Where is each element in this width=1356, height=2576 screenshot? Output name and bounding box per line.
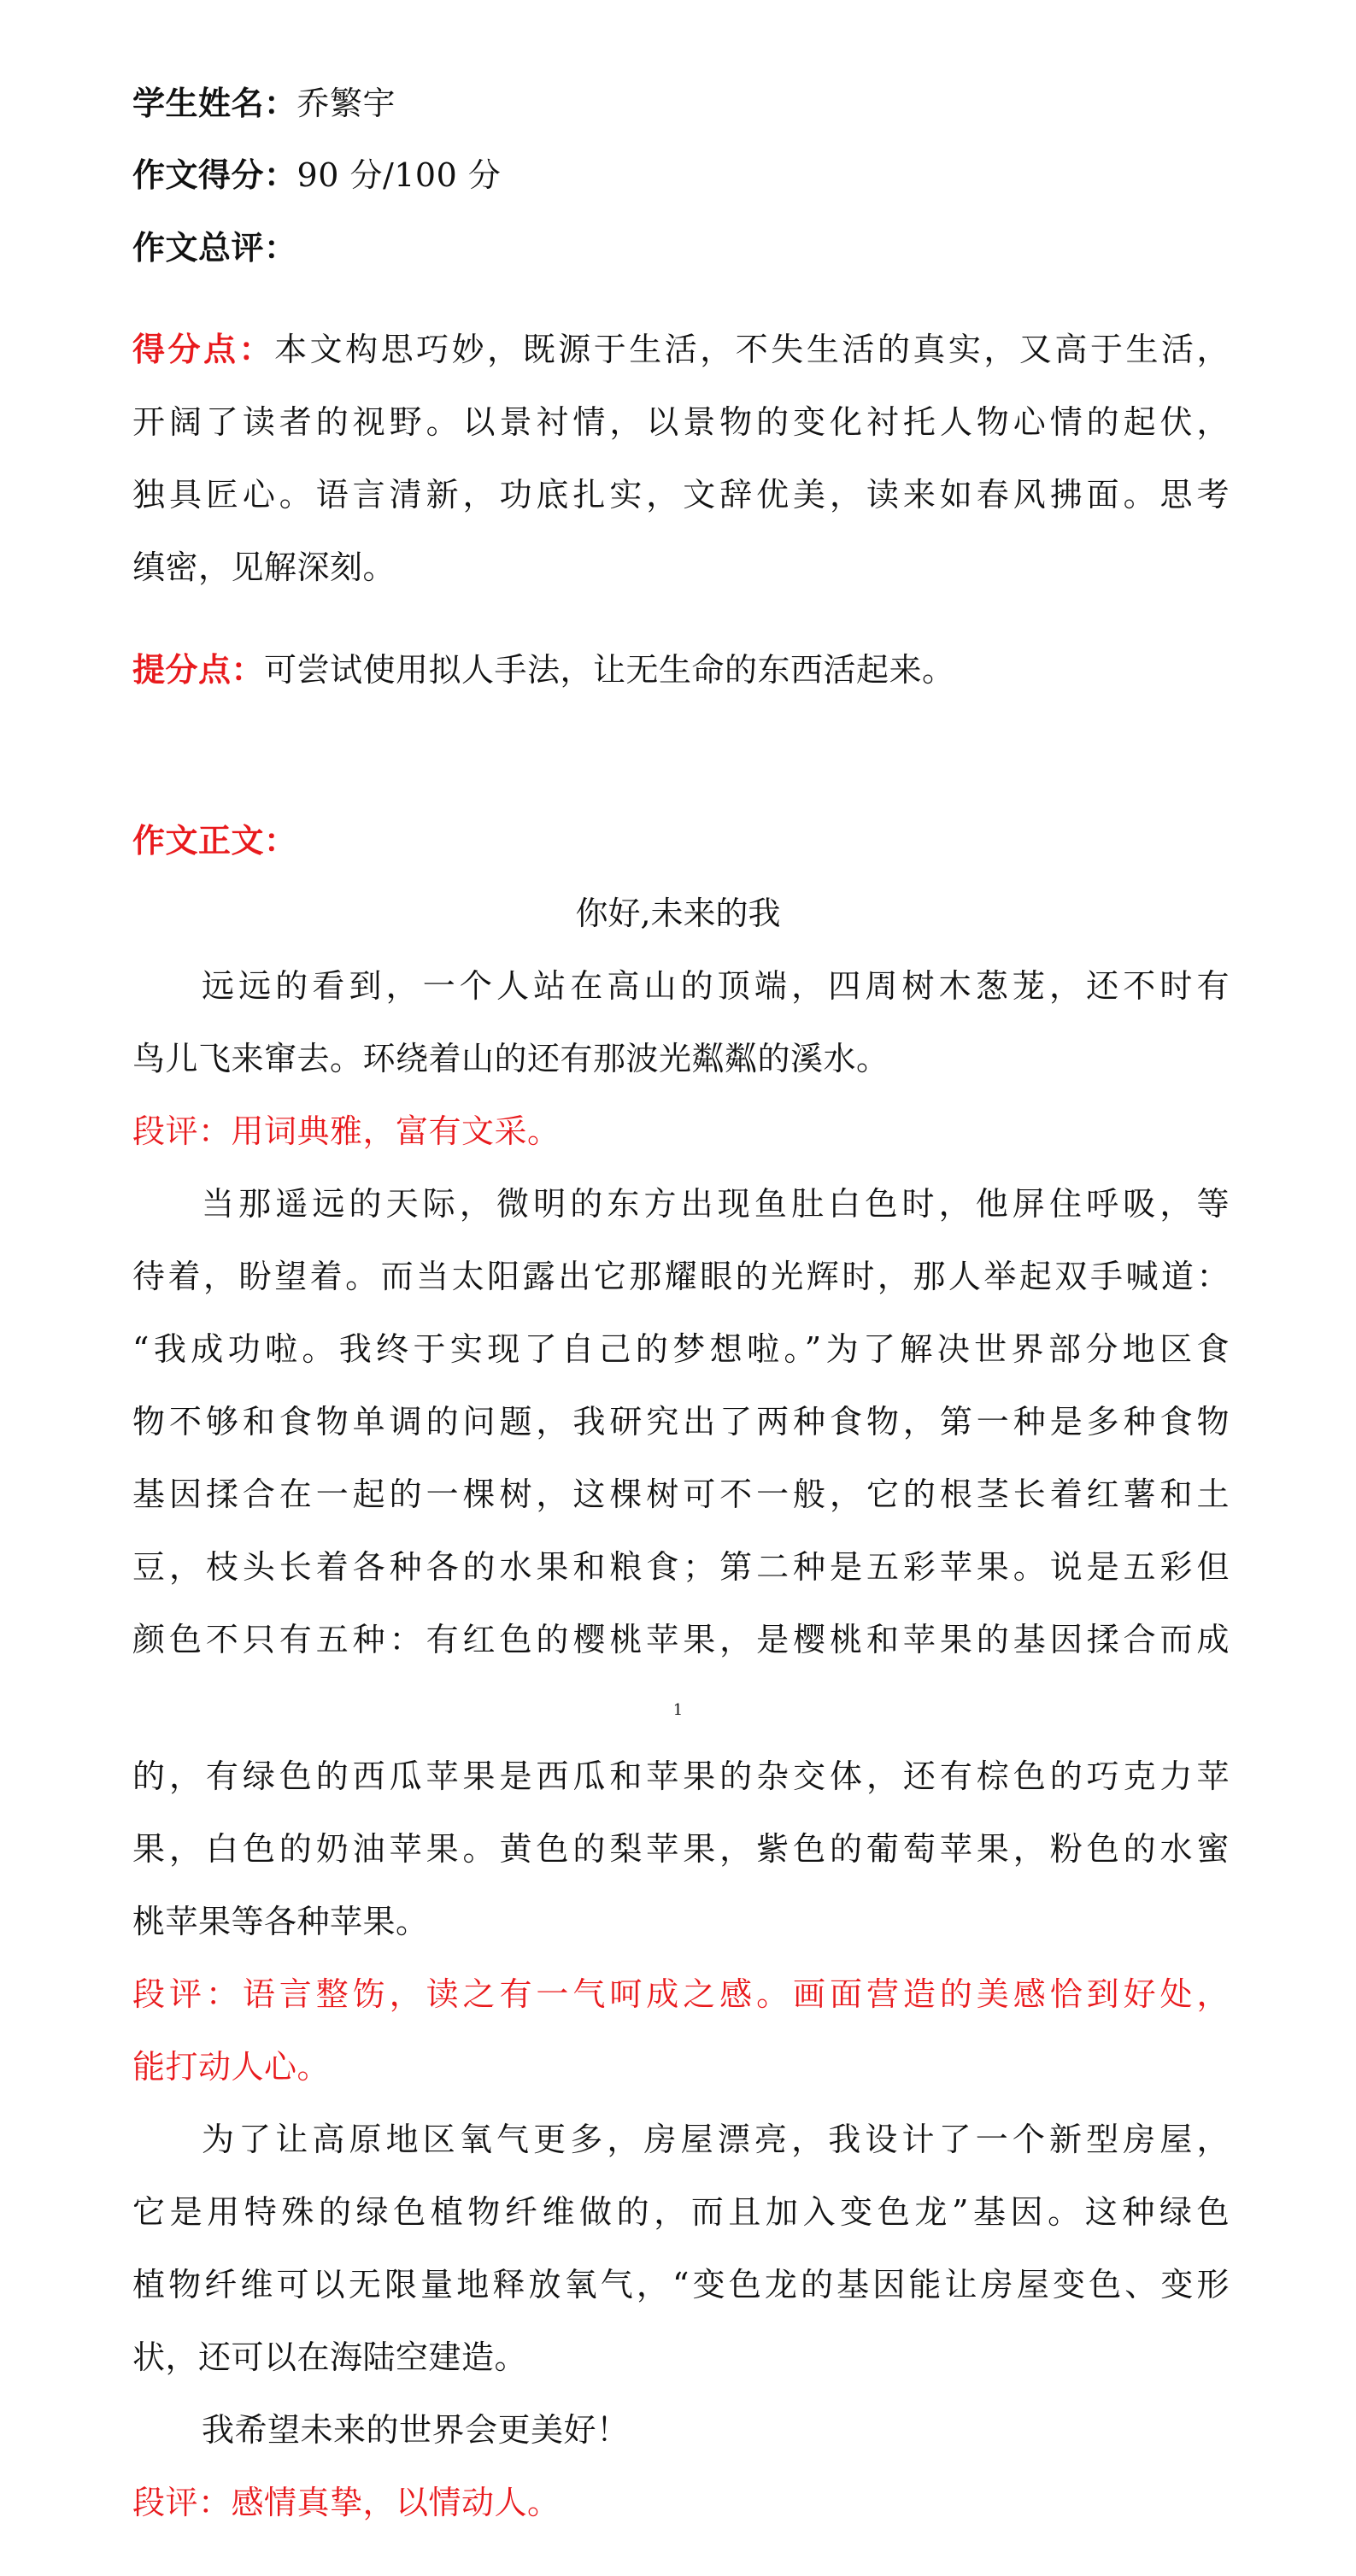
paragraph-line: “我成功啦。我终于实现了自己的梦想啦。”为了解决世界部分地区食 bbox=[132, 1330, 1230, 1368]
score-value: 90 分/100 分 bbox=[296, 156, 502, 194]
paragraph-comment: 能打动人心。 bbox=[132, 2048, 331, 2086]
student-name-row bbox=[132, 83, 396, 124]
score-label: 作文得分： bbox=[132, 155, 297, 194]
paragraph-line: 远远的看到，一个人站在高山的顶端，四周树木葱茏，还不时有 bbox=[202, 967, 1230, 1005]
strength-line bbox=[132, 547, 396, 588]
overall-review-label bbox=[132, 227, 297, 268]
page-number: 1 bbox=[672, 1701, 684, 1719]
paragraph-line: 当那遥远的天际，微明的东方出现鱼肚白色时，他屏住呼吸，等 bbox=[202, 1185, 1230, 1223]
paragraph-line: 为了让高原地区氧气更多，房屋漂亮，我设计了一个新型房屋， bbox=[202, 2121, 1230, 2158]
paragraph-line: 我希望未来的世界会更美好！ bbox=[202, 2411, 630, 2449]
paragraph-comment: 段评：感情真挚，以情动人。 bbox=[132, 2484, 561, 2521]
paragraph-line: 的，有绿色的西瓜苹果是西瓜和苹果的杂交体，还有棕色的巧克力苹 bbox=[132, 1757, 1230, 1795]
paragraph-line: 物不够和食物单调的问题，我研究出了两种食物，第一种是多种食物 bbox=[132, 1403, 1230, 1441]
strength-text-1: 本文构思巧妙，既源于生活，不失生活的真实，又高于生活， bbox=[274, 331, 1230, 368]
paragraph-line: 基因揉合在一起的一棵树，这棵树可不一般，它的根茎长着红薯和土 bbox=[132, 1476, 1230, 1513]
strength-label: 得分点： bbox=[132, 330, 275, 368]
student-name-label: 学生姓名： bbox=[132, 84, 297, 122]
essay-section-label bbox=[132, 820, 297, 861]
strength-line bbox=[132, 402, 1230, 443]
paragraph-comment: 段评：语言整饬，读之有一气呵成之感。画面营造的美感恰到好处， bbox=[132, 1975, 1230, 2013]
overall-review-label-text: 作文总评： bbox=[132, 228, 297, 267]
paragraph-line: 颜色不只有五种：有红色的樱桃苹果，是樱桃和苹果的基因揉合而成 bbox=[132, 1621, 1230, 1658]
essay-title: 你好,未来的我 bbox=[575, 895, 781, 932]
improve-text: 可尝试使用拟人手法，让无生命的东西活起来。 bbox=[264, 651, 955, 689]
paragraph-line: 待着，盼望着。而当太阳露出它那耀眼的光辉时，那人举起双手喊道： bbox=[132, 1258, 1230, 1295]
strength-line bbox=[132, 474, 1230, 515]
paragraph-line: 桃苹果等各种苹果。 bbox=[132, 1903, 429, 1940]
paragraph-line: 状，还可以在海陆空建造。 bbox=[132, 2338, 528, 2376]
strength-text-3: 独具匠心。语言清新，功底扎实，文辞优美，读来如春风拂面。思考 bbox=[132, 476, 1230, 513]
student-name-value: 乔繁宇 bbox=[296, 85, 396, 122]
essay-section-label-text: 作文正文： bbox=[132, 821, 297, 860]
paragraph-comment: 段评：用词典雅，富有文采。 bbox=[132, 1112, 561, 1150]
score-row bbox=[132, 155, 501, 196]
improve-label: 提分点： bbox=[132, 650, 265, 689]
paragraph-line: 豆，枝头长着各种各的水果和粮食；第二种是五彩苹果。说是五彩但 bbox=[132, 1548, 1230, 1586]
strength-text-4: 缜密，见解深刻。 bbox=[132, 549, 396, 586]
paragraph-line: 它是用特殊的绿色植物纤维做的，而且加入变色龙”基因。这种绿色 bbox=[132, 2193, 1230, 2231]
improve-row bbox=[132, 649, 955, 690]
paragraph-line: 鸟儿飞来窜去。环绕着山的还有那波光粼粼的溪水。 bbox=[132, 1040, 889, 1077]
paragraph-line: 植物纤维可以无限量地释放氧气，“变色龙的基因能让房屋变色、变形 bbox=[132, 2266, 1230, 2303]
strength-text-2: 开阔了读者的视野。以景衬情，以景物的变化衬托人物心情的起伏， bbox=[132, 403, 1230, 441]
paragraph-line: 果，白色的奶油苹果。黄色的梨苹果，紫色的葡萄苹果，粉色的水蜜 bbox=[132, 1830, 1230, 1868]
strength-line bbox=[132, 329, 1230, 370]
